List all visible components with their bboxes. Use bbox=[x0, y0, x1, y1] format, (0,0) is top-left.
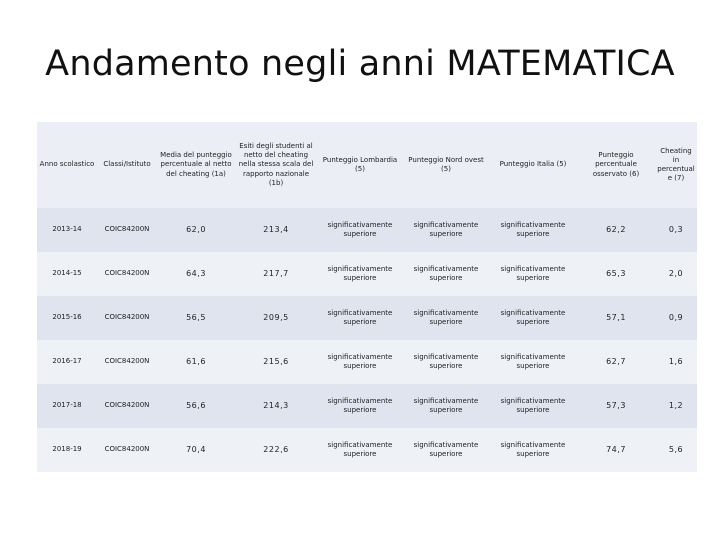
cell-anno: 2016-17 bbox=[37, 340, 97, 384]
cell-classe: COIC84200N bbox=[97, 384, 157, 428]
table-row bbox=[37, 340, 697, 384]
header-punteggio-osservato: Punteggio percentuale osservato (6) bbox=[577, 122, 655, 208]
cell-cheating: 0,3 bbox=[655, 208, 697, 252]
cell-cheating: 1,6 bbox=[655, 340, 697, 384]
cell-lombardia: significativamente superiore bbox=[317, 208, 403, 252]
cell-media: 61,6 bbox=[157, 340, 235, 384]
header-classi-istituto: Classi/Istituto bbox=[97, 122, 157, 208]
cell-nord-ovest: significativamente superiore bbox=[403, 428, 489, 472]
cell-italia: significativamente superiore bbox=[489, 428, 577, 472]
cell-classe: COIC84200N bbox=[97, 252, 157, 296]
cell-cheating: 2,0 bbox=[655, 252, 697, 296]
table-row bbox=[37, 428, 697, 472]
cell-osservato: 57,1 bbox=[577, 296, 655, 340]
results-table bbox=[37, 122, 697, 472]
cell-anno: 2014-15 bbox=[37, 252, 97, 296]
cell-esiti: 222,6 bbox=[235, 428, 317, 472]
cell-italia: significativamente superiore bbox=[489, 384, 577, 428]
table-row bbox=[37, 296, 697, 340]
cell-cheating: 1,2 bbox=[655, 384, 697, 428]
cell-media: 62,0 bbox=[157, 208, 235, 252]
cell-nord-ovest: significativamente superiore bbox=[403, 340, 489, 384]
cell-italia: significativamente superiore bbox=[489, 252, 577, 296]
header-media-punteggio: Media del punteggio percentuale al netto del cheating (1a) bbox=[157, 122, 235, 208]
cell-esiti: 215,6 bbox=[235, 340, 317, 384]
cell-osservato: 74,7 bbox=[577, 428, 655, 472]
cell-nord-ovest: significativamente superiore bbox=[403, 208, 489, 252]
cell-anno: 2013-14 bbox=[37, 208, 97, 252]
cell-classe: COIC84200N bbox=[97, 428, 157, 472]
header-cheating: Cheating in percentual e (7) bbox=[655, 122, 697, 208]
cell-italia: significativamente superiore bbox=[489, 208, 577, 252]
cell-anno: 2018-19 bbox=[37, 428, 97, 472]
cell-lombardia: significativamente superiore bbox=[317, 296, 403, 340]
cell-lombardia: significativamente superiore bbox=[317, 428, 403, 472]
cell-osservato: 57,3 bbox=[577, 384, 655, 428]
header-anno-scolastico: Anno scolastico bbox=[37, 122, 97, 208]
cell-osservato: 62,7 bbox=[577, 340, 655, 384]
cell-osservato: 65,3 bbox=[577, 252, 655, 296]
cell-media: 56,5 bbox=[157, 296, 235, 340]
cell-lombardia: significativamente superiore bbox=[317, 340, 403, 384]
cell-nord-ovest: significativamente superiore bbox=[403, 384, 489, 428]
table-row bbox=[37, 208, 697, 252]
cell-lombardia: significativamente superiore bbox=[317, 252, 403, 296]
cell-esiti: 217,7 bbox=[235, 252, 317, 296]
cell-media: 64,3 bbox=[157, 252, 235, 296]
cell-nord-ovest: significativamente superiore bbox=[403, 296, 489, 340]
cell-classe: COIC84200N bbox=[97, 296, 157, 340]
header-punteggio-nord-ovest: Punteggio Nord ovest (5) bbox=[403, 122, 489, 208]
cell-cheating: 0,9 bbox=[655, 296, 697, 340]
cell-italia: significativamente superiore bbox=[489, 296, 577, 340]
table-row bbox=[37, 384, 697, 428]
cell-esiti: 213,4 bbox=[235, 208, 317, 252]
cell-anno: 2017-18 bbox=[37, 384, 97, 428]
cell-lombardia: significativamente superiore bbox=[317, 384, 403, 428]
cell-osservato: 62,2 bbox=[577, 208, 655, 252]
table-row bbox=[37, 252, 697, 296]
cell-esiti: 214,3 bbox=[235, 384, 317, 428]
cell-italia: significativamente superiore bbox=[489, 340, 577, 384]
table-header-row bbox=[37, 122, 697, 208]
cell-media: 70,4 bbox=[157, 428, 235, 472]
header-esiti-studenti: Esiti degli studenti al netto del cheating nella stessa scala del rapporto nazionale (1b) bbox=[235, 122, 317, 208]
cell-esiti: 209,5 bbox=[235, 296, 317, 340]
cell-media: 56,6 bbox=[157, 384, 235, 428]
cell-anno: 2015-16 bbox=[37, 296, 97, 340]
cell-cheating: 5,6 bbox=[655, 428, 697, 472]
header-punteggio-italia: Punteggio Italia (5) bbox=[489, 122, 577, 208]
cell-classe: COIC84200N bbox=[97, 340, 157, 384]
cell-classe: COIC84200N bbox=[97, 208, 157, 252]
cell-nord-ovest: significativamente superiore bbox=[403, 252, 489, 296]
header-punteggio-lombardia: Punteggio Lombardia (5) bbox=[317, 122, 403, 208]
slide-title: Andamento negli anni MATEMATICA bbox=[45, 44, 675, 84]
